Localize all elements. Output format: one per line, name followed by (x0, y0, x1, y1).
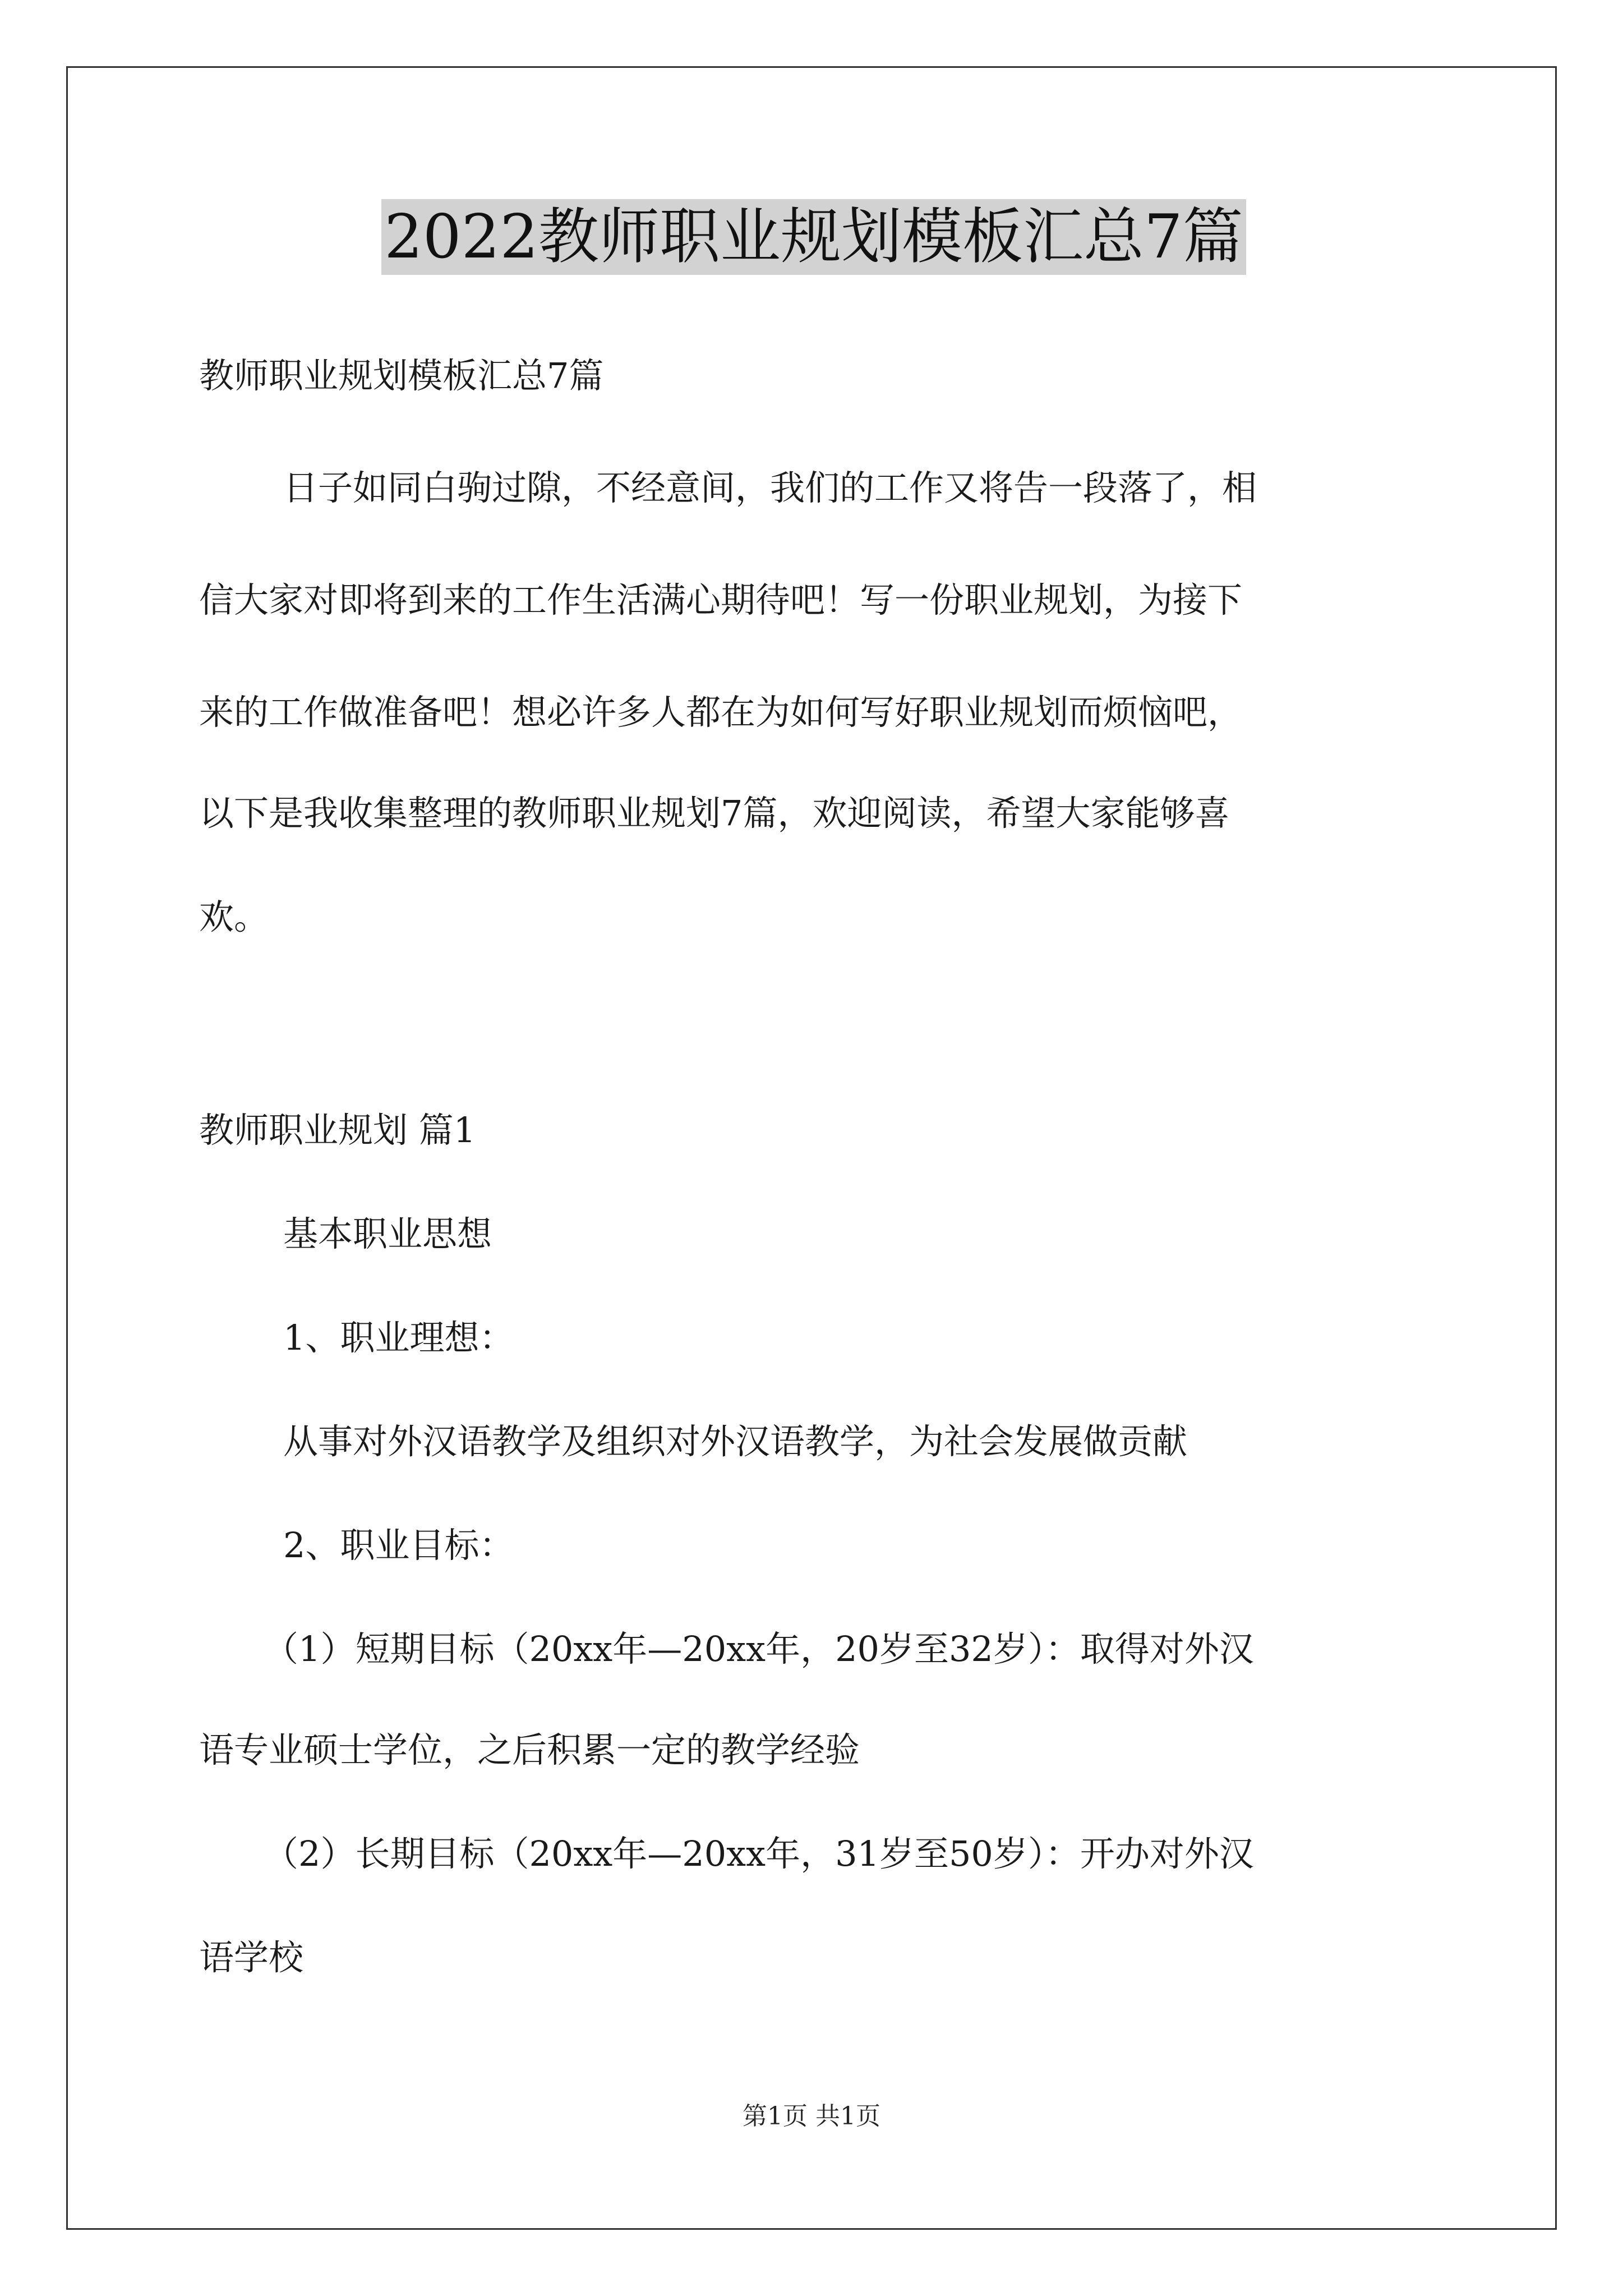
section-line: 2、职业目标： (283, 1525, 514, 1566)
section-line: （1）短期目标（20xx年—20xx年，20岁至32岁）：取得对外汉 (264, 1628, 1254, 1669)
page-footer: 第1页 共1页 (743, 2102, 880, 2131)
intro-line: 日子如同白驹过隙，不经意间，我们的工作又将告一段落了，相 (283, 467, 1257, 508)
section-line: （2）长期目标（20xx年—20xx年，31岁至50岁）：开办对外汉 (264, 1833, 1254, 1874)
section-line: 从事对外汉语教学及组织对外汉语教学，为社会发展做贡献 (283, 1421, 1188, 1462)
intro-line: 信大家对即将到来的工作生活满心期待吧！写一份职业规划，为接下 (199, 579, 1243, 620)
intro-line: 欢。 (199, 896, 269, 937)
document-subtitle: 教师职业规划模板汇总7篇 (199, 355, 604, 396)
intro-line: 以下是我收集整理的教师职业规划7篇，欢迎阅读，希望大家能够喜 (199, 793, 1230, 834)
section-line: 语学校 (199, 1937, 304, 1978)
section-line: 基本职业思想 (283, 1213, 492, 1254)
document-title: 2022教师职业规划模板汇总7篇 (381, 199, 1246, 275)
intro-line: 来的工作做准备吧！想必许多人都在为如何写好职业规划而烦恼吧， (199, 692, 1243, 733)
section-heading: 教师职业规划 篇1 (199, 1110, 476, 1151)
section-line: 语专业硕士学位，之后积累一定的教学经验 (199, 1729, 860, 1770)
section-line: 1、职业理想： (283, 1317, 514, 1358)
